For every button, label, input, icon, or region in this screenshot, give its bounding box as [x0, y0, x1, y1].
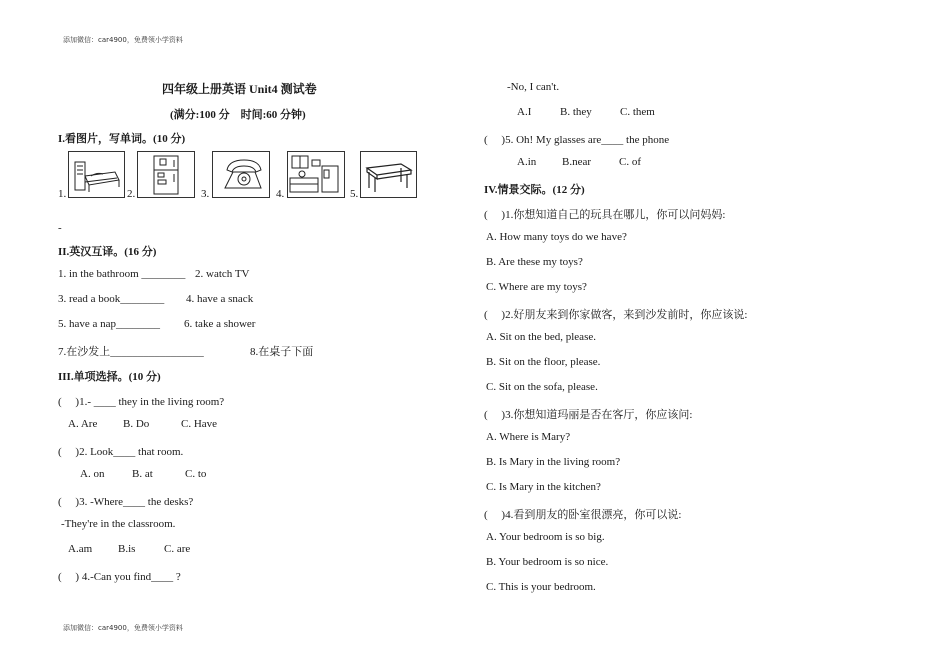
bed-icon [68, 151, 125, 198]
situation-option: B. Is Mary in the living room? [486, 456, 621, 468]
translate-item: 6. take a shower [184, 318, 256, 330]
translate-item: 5. have a nap________ [58, 318, 161, 330]
situation-option: B. Sit on the floor, please. [486, 356, 601, 368]
mc-question-5: ( )5. Oh! My glasses are____ the phone [484, 134, 670, 146]
translate-item: 1. in the bathroom ________ [58, 268, 186, 280]
translate-item: 3. read a book________ [58, 293, 165, 305]
mc-option: C. are [164, 543, 191, 555]
situation-question-1: ( )1.你想知道自己的玩具在哪儿，你可以问妈妈: [484, 209, 726, 221]
footer-note: 添加微信：car4900，免费领小学资料 [63, 624, 183, 632]
mc-question-4: ( ) 4.-Can you find____ ? [58, 571, 181, 583]
page-subtitle: (满分:100 分 时间:60 分钟) [170, 109, 306, 121]
page-title: 四年级上册英语 Unit4 测试卷 [162, 82, 317, 96]
translate-item: 4. have a snack [186, 293, 254, 305]
situation-option: A. Your bedroom is so big. [486, 531, 605, 543]
pic-num-2: 2. [127, 188, 136, 200]
situation-option: B. Are these my toys? [486, 256, 583, 268]
mc-option: A.am [68, 543, 93, 555]
pic-num-3: 3. [201, 188, 210, 200]
mc-question-1: ( )1.- ____ they in the living room? [58, 396, 225, 408]
mc-option: B. at [132, 468, 153, 480]
translate-item: 7.在沙发上_________________ [58, 346, 204, 358]
pic-num-4: 4. [276, 188, 285, 200]
pic-num-1: 1. [58, 188, 67, 200]
situation-option: C. This is your bedroom. [486, 581, 596, 593]
header-note: 添加微信：car4900，免费领小学资料 [63, 36, 183, 44]
pic-num-5: 5. [350, 188, 359, 200]
mc-option: B.is [118, 543, 136, 555]
situation-question-2: ( )2.好朋友来到你家做客，来到沙发前时，你应该说: [484, 309, 748, 321]
section1-dash: - [58, 222, 62, 234]
situation-option: A. Where is Mary? [486, 431, 571, 443]
section3-heading: III.单项选择。(10 分) [58, 371, 161, 383]
fridge-icon [137, 151, 195, 198]
translate-item: 2. watch TV [195, 268, 250, 280]
section2-heading: II.英汉互译。(16 分) [58, 246, 157, 258]
mc-question-3: ( )3. -Where____ the desks? [58, 496, 194, 508]
table-icon [360, 151, 417, 198]
mc-option: C. Have [181, 418, 218, 430]
mc-option: C. to [185, 468, 207, 480]
mc-option: B. they [560, 106, 592, 118]
situation-option: C. Is Mary in the kitchen? [486, 481, 601, 493]
situation-option: B. Your bedroom is so nice. [486, 556, 609, 568]
translate-item: 8.在桌子下面 [250, 346, 314, 358]
mc-option: A. on [80, 468, 105, 480]
situation-question-3: ( )3.你想知道玛丽是否在客厅，你应该问: [484, 409, 693, 421]
mc-dialog-answer: -They're in the classroom. [61, 518, 176, 530]
kitchen-icon [287, 151, 345, 198]
mc-option: B. Do [123, 418, 150, 430]
mc-question-2: ( )2. Look____ that room. [58, 446, 184, 458]
situation-option: C. Sit on the sofa, please. [486, 381, 598, 393]
situation-question-4: ( )4.看到朋友的卧室很漂亮，你可以说: [484, 509, 682, 521]
mc-option: A. Are [68, 418, 98, 430]
section4-heading: IV.情景交际。(12 分) [484, 184, 585, 196]
mc-option: C. of [619, 156, 641, 168]
mc-option: A.in [517, 156, 537, 168]
mc-option: A.I [517, 106, 532, 118]
mc-option: B.near [562, 156, 592, 168]
situation-option: A. How many toys do we have? [486, 231, 627, 243]
phone-icon [212, 151, 270, 198]
situation-option: A. Sit on the bed, please. [486, 331, 596, 343]
mc-dialog-answer: -No, I can't. [507, 81, 560, 93]
mc-option: C. them [620, 106, 655, 118]
situation-option: C. Where are my toys? [486, 281, 587, 293]
section1-heading: I.看图片，写单词。(10 分) [58, 133, 186, 145]
